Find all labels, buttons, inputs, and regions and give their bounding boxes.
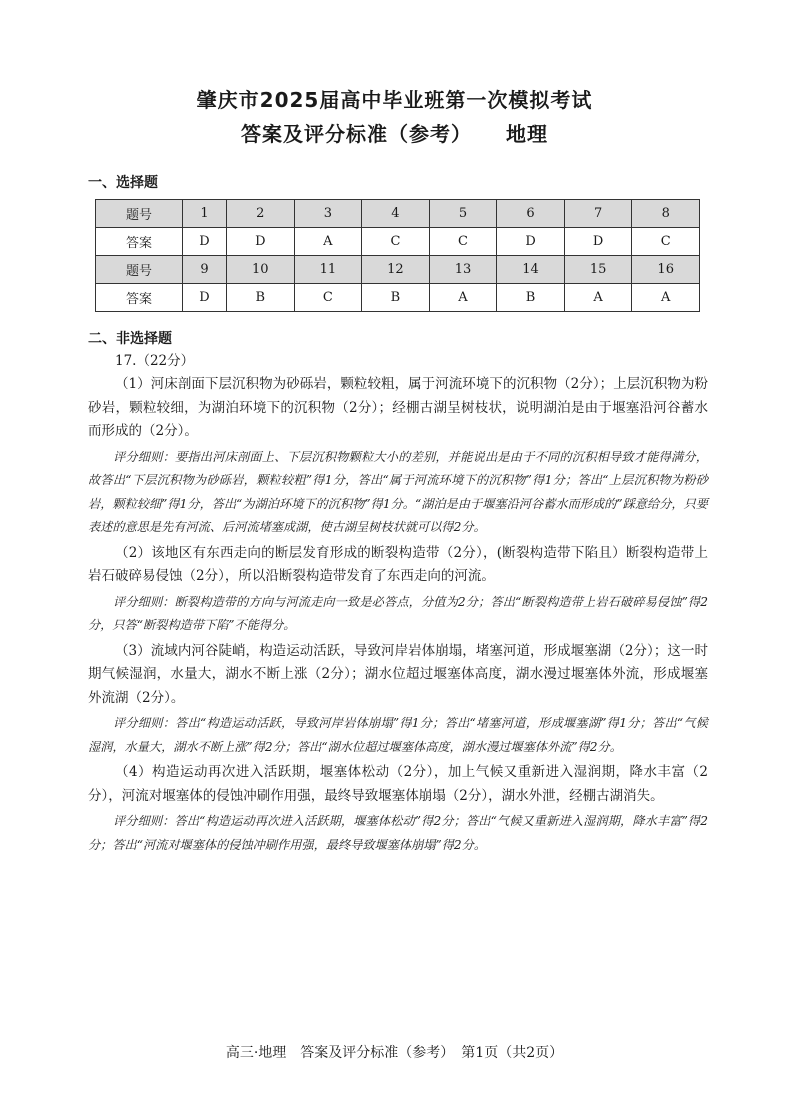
- section-multiple-choice-title: 一、选择题: [88, 175, 158, 191]
- table-cell: 14: [497, 256, 565, 284]
- table-cell: A: [294, 228, 362, 256]
- table-cell: A: [429, 284, 497, 312]
- table-cell: D: [227, 228, 295, 256]
- table-cell: D: [183, 284, 227, 312]
- answer-part-1: （1）河床剖面下层沉积物为砂砾岩，颗粒较粗，属于河流环境下的沉积物（2分）；上层沉积物为粉砂岩，颗粒较细，为湖泊环境下的沉积物（2分）；经棚古湖呈树枝状，说明湖泊是由于堰塞沿河谷蓄水而形成的（2分）。: [88, 376, 708, 439]
- answer-part-4: （4）构造运动再次进入活跃期，堰塞体松动（2分），加上气候又重新进入湿润期，降水丰富（2分），河流对堰塞体的侵蚀冲刷作用强，最终导致堰塞体崩塌（2分），湖水外泄，经棚古湖消失。: [88, 764, 708, 804]
- answer-key-title: 答案及评分标准（参考）: [241, 122, 472, 146]
- question-17-heading: 17.（22分）: [115, 353, 195, 369]
- section-open-questions-title: 二、非选择题: [88, 331, 172, 347]
- table-cell: 题号: [96, 200, 183, 228]
- table-cell: 2: [227, 200, 295, 228]
- table-cell: B: [362, 284, 430, 312]
- table-cell: 15: [564, 256, 632, 284]
- table-cell: C: [294, 284, 362, 312]
- table-cell: 12: [362, 256, 430, 284]
- table-cell: A: [564, 284, 632, 312]
- table-cell: 5: [429, 200, 497, 228]
- table-cell: 8: [632, 200, 700, 228]
- table-cell: 10: [227, 256, 295, 284]
- answer-part-2: （2）该地区有东西走向的断层发育形成的断裂构造带（2分），(断裂构造带下陷且）断裂构造带上岩石破碎易侵蚀（2分），所以沿断裂构造带发育了东西走向的河流。: [88, 544, 708, 584]
- table-cell: 7: [564, 200, 632, 228]
- scoring-note-1: 评分细则：要指出河床剖面上、下层沉积物颗粒大小的差别，并能说出是由于不同的沉积相导致才能得满分，故答出“下层沉积物为砂砾岩，颗粒较粗”得1分，答出“属于河流环境下的沉积物”得1分；答出“上层沉积物为粉砂岩，颗粒较细”得1分，答出“为湖泊环境下的沉积物”得1分。“湖泊是由于堰塞沿河谷蓄水而形成的”踩意给分，只要表述的意思是先有河流、后河流堵塞成湖，使古湖呈树枝状就可以得2分。: [88, 449, 708, 534]
- table-cell: D: [497, 228, 565, 256]
- table-cell: 11: [294, 256, 362, 284]
- exam-subtitle: [0, 118, 789, 147]
- answer-part-3: （3）流域内河谷陡峭，构造运动活跃，导致河岸岩体崩塌，堵塞河道，形成堰塞湖（2分）；这一时期气候湿润，水量大，湖水不断上涨（2分）；湖水位超过堰塞体高度，湖水漫过堰塞体外流，形成堰塞外流湖（2分）。: [88, 642, 708, 706]
- table-cell: 16: [632, 256, 700, 284]
- table-cell: A: [632, 284, 700, 312]
- scoring-note-2: 评分细则：断裂构造带的方向与河流走向一致是必答点，分值为2分；答出“断裂构造带上岩石破碎易侵蚀”得2分，只答“断裂构造带下陷”不能得分。: [88, 594, 708, 632]
- table-cell: 1: [183, 200, 227, 228]
- table-cell: C: [632, 228, 700, 256]
- subject-label: 地理: [506, 122, 548, 146]
- table-row: [96, 284, 700, 312]
- scoring-note-4: 评分细则：答出“构造运动再次进入活跃期，堰塞体松动”得2分；答出“气候又重新进入湿润期，降水丰富”得2分；答出“河流对堰塞体的侵蚀冲刷作用强，最终导致堰塞体崩塌”得2分。: [88, 814, 708, 852]
- table-cell: C: [429, 228, 497, 256]
- table-row: [96, 256, 700, 284]
- table-cell: D: [564, 228, 632, 256]
- answer-table: [95, 199, 700, 312]
- answer-body: [88, 350, 708, 859]
- scoring-note-3: 评分细则：答出“构造运动活跃，导致河岸岩体崩塌”得1分；答出“堵塞河道，形成堰塞湖”得1分；答出“气候湿润，水量大，湖水不断上涨”得2分；答出“湖水位超过堰塞体高度，湖水漫过堰塞体外流”得2分。: [88, 716, 708, 754]
- table-cell: 答案: [96, 284, 183, 312]
- table-cell: 9: [183, 256, 227, 284]
- table-cell: D: [183, 228, 227, 256]
- page-footer: 高三·地理 答案及评分标准（参考） 第1页（共2页）: [225, 1045, 564, 1061]
- table-cell: C: [362, 228, 430, 256]
- table-cell: 答案: [96, 228, 183, 256]
- table-row: [96, 228, 700, 256]
- table-cell: B: [227, 284, 295, 312]
- table-cell: 3: [294, 200, 362, 228]
- exam-title: 肇庆市2025届高中毕业班第一次模拟考试: [196, 88, 593, 112]
- table-cell: 6: [497, 200, 565, 228]
- table-cell: 13: [429, 256, 497, 284]
- table-cell: B: [497, 284, 565, 312]
- table-cell: 题号: [96, 256, 183, 284]
- table-row: [96, 200, 700, 228]
- table-cell: 4: [362, 200, 430, 228]
